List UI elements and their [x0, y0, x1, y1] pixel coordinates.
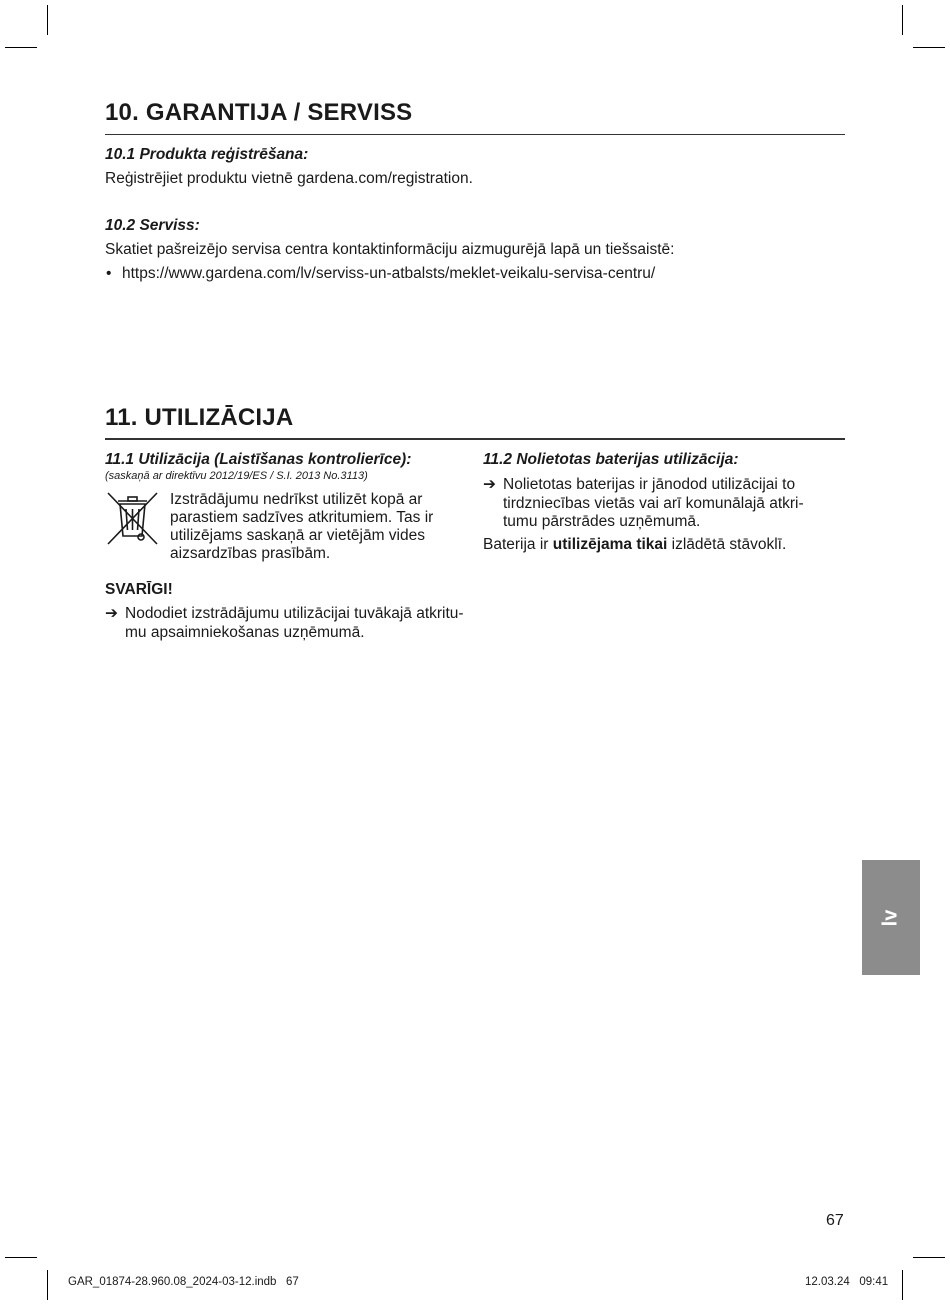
section-11-rule [105, 438, 845, 440]
language-tab-label: lv [879, 909, 902, 926]
left-arrow-line-1: Nododiet izstrādājumu utilizācijai tuvākajā atkritu- [125, 605, 464, 622]
left-arrow-item [105, 605, 464, 642]
crop-mark-top-right-h [913, 47, 945, 48]
disposal-text-line-1: Izstrādājumu nedrīkst utilizēt kopā ar [170, 491, 423, 508]
disposal-text-line-3: utilizējams saskaņā ar vietējām vides [170, 527, 425, 544]
section-10-1-text: Reģistrējiet produktu vietnē gardena.com/registration. [105, 170, 473, 187]
section-10-2-title: 10.2 Serviss: [105, 217, 200, 234]
directive-note: (saskaņā ar direktīvu 2012/19/ES / S.I. 2013 No.3113) [105, 470, 368, 482]
right-arrow-item [483, 476, 804, 532]
section-11-2-title: 11.2 Nolietotas baterijas utilizācija: [483, 451, 739, 468]
arrow-right-icon: ➔ [105, 605, 118, 622]
crop-mark-top-right-v [902, 5, 903, 35]
important-heading: SVARĪGI! [105, 581, 173, 598]
footer-file-info: GAR_01874-28.960.08_2024-03-12.indb 67 [68, 1276, 299, 1288]
section-10-1-title: 10.1 Produkta reģistrēšana: [105, 146, 309, 163]
disposal-text-line-4: aizsardzības prasībām. [170, 545, 331, 562]
arrow-right-icon: ➔ [483, 476, 496, 493]
page-number: 67 [826, 1212, 844, 1229]
section-10-rule [105, 134, 845, 135]
disposal-text-line-2: parastiem sadzīves atkritumiem. Tas ir [170, 509, 434, 526]
section-10-title: 10. GARANTIJA / SERVISS [105, 99, 413, 126]
battery-note-post: izlādētā stāvoklī. [667, 536, 787, 553]
section-11-1-title: 11.1 Utilizācija (Laistīšanas kontrolierīce): [105, 451, 412, 468]
crop-mark-bottom-right-v [902, 1270, 903, 1300]
battery-note-pre: Baterija ir [483, 536, 553, 553]
language-side-tab [862, 860, 920, 975]
footer-timestamp: 12.03.24 09:41 [805, 1276, 889, 1288]
right-arrow-line-3: tumu pārstrādes uzņēmumā. [503, 513, 701, 530]
right-arrow-line-1: Nolietotas baterijas ir jānodod utilizācijai to [503, 476, 796, 493]
section-11-title: 11. UTILIZĀCIJA [105, 404, 294, 431]
battery-note-bold: utilizējama tikai [552, 536, 668, 553]
battery-note [483, 536, 786, 555]
crop-mark-bottom-left-h [5, 1257, 37, 1258]
crop-mark-top-left-v [47, 5, 48, 35]
crossed-out-wheelie-bin-icon [105, 490, 160, 548]
section-10-2-text: Skatiet pašreizējo servisa centra kontaktinformāciju aizmugurējā lapā un tiešsaistē: [105, 241, 675, 258]
crop-mark-bottom-left-v [47, 1270, 48, 1300]
service-link[interactable]: https://www.gardena.com/lv/serviss-un-atbalsts/meklet-veikalu-servisa-centru/ [122, 265, 656, 282]
crop-mark-top-left-h [5, 47, 37, 48]
right-arrow-line-2: tirdzniecības vietās vai arī komunālajā atkri- [503, 494, 804, 512]
bullet: • [106, 265, 112, 282]
crop-mark-bottom-right-h [913, 1257, 945, 1258]
left-arrow-line-2: mu apsaimniekošanas uzņēmumā. [125, 623, 365, 641]
